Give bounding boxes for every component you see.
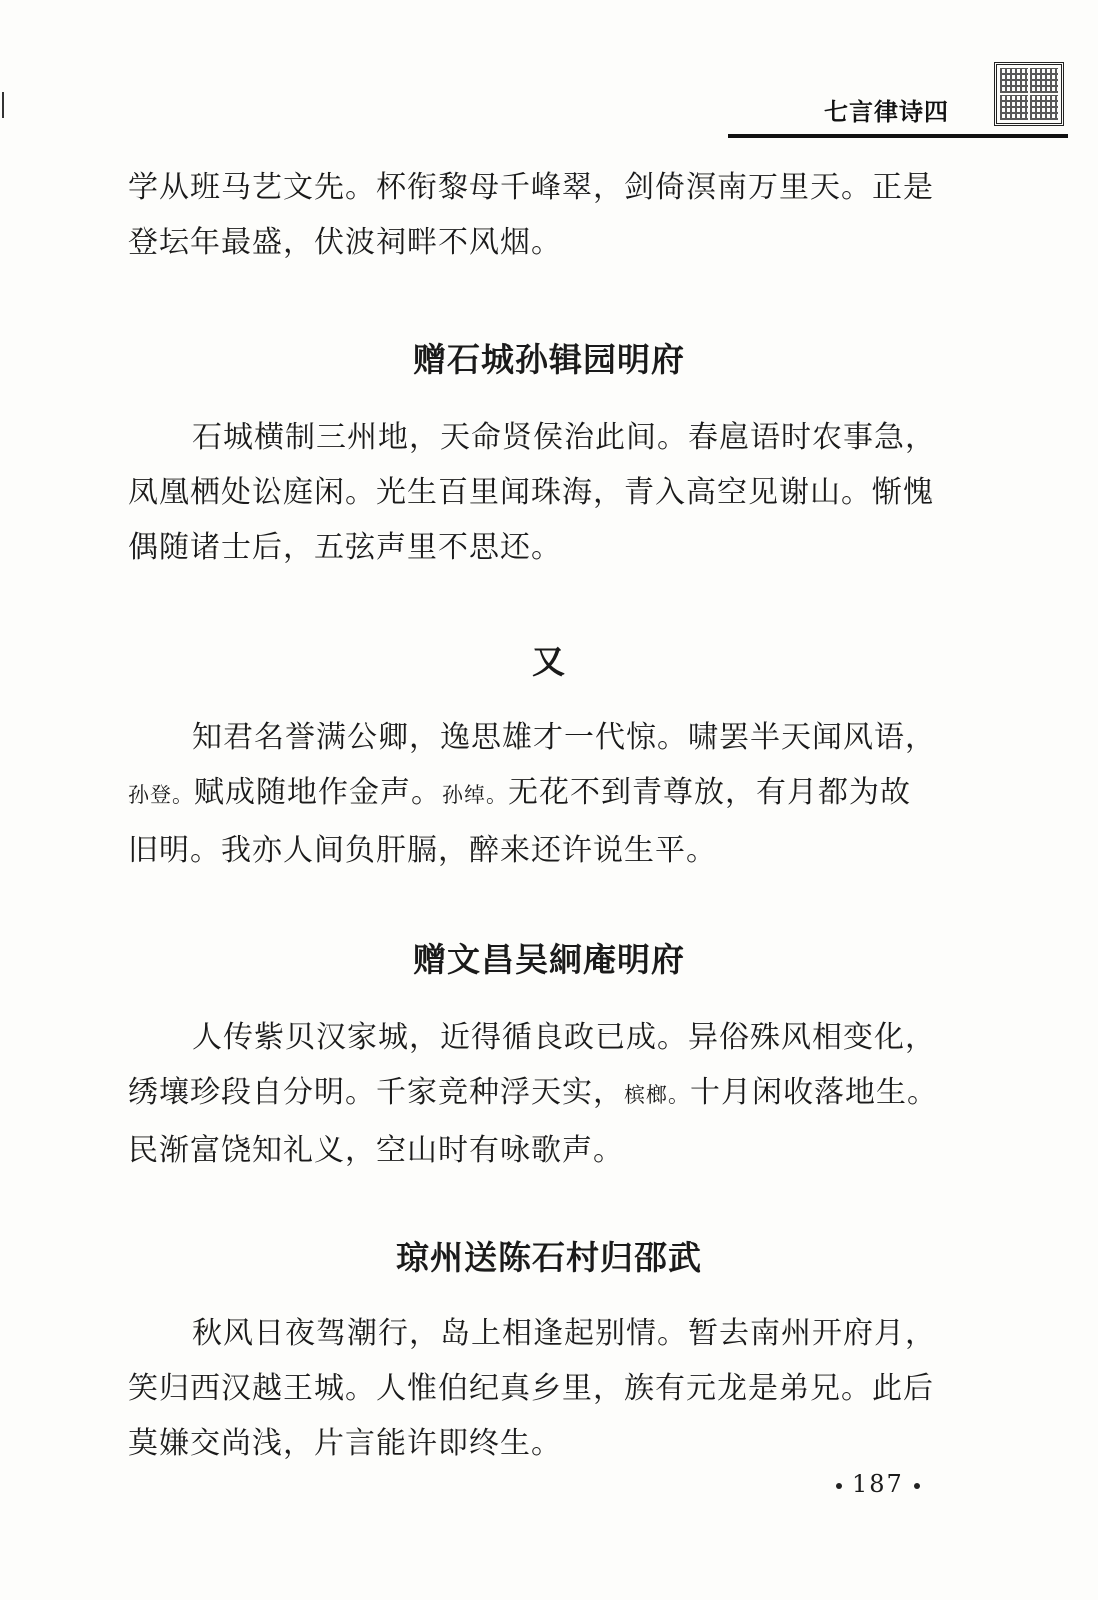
running-head: 七言律诗四 <box>824 98 949 126</box>
bullet-icon <box>836 1483 842 1489</box>
poem-line: 无花不到青尊放，有月都为故 <box>508 775 911 810</box>
poem-line: 石城横制三州地，天命贤侯治此间。春扈语时农事急， <box>192 420 936 455</box>
poem-line: 人传紫贝汉家城，近得循良政已成。异俗殊风相变化， <box>192 1020 936 1055</box>
page-number <box>826 1470 930 1498</box>
poem-line: 十月闲收落地生。 <box>690 1075 938 1110</box>
poem-line: 学从班马艺文先。杯衔黎母千峰翠，剑倚溟南万里天。正是 <box>128 170 934 205</box>
poem-line: 凤凰栖处讼庭闲。光生百里闻珠海，青入高空见谢山。惭愧 <box>128 475 934 510</box>
poem-title: 又 <box>532 642 566 681</box>
bullet-icon <box>914 1483 920 1489</box>
seal-icon <box>994 62 1064 126</box>
poem-title: 赠文昌吴絅庵明府 <box>413 940 685 979</box>
poem-line: 秋风日夜驾潮行，岛上相逢起别情。暂去南州开府月， <box>192 1316 936 1351</box>
annotation: 孙绰。 <box>442 783 508 807</box>
continued-poem-text <box>128 160 964 270</box>
header-rule <box>728 134 1068 138</box>
poem-line: 笑归西汉越王城。人惟伯纪真乡里，族有元龙是弟兄。此后 <box>128 1371 934 1406</box>
poem-text <box>128 1306 964 1471</box>
poem-line: 知君名誉满公卿，逸思雄才一代惊。啸罢半天闻风语， <box>192 720 936 755</box>
poem-text <box>128 410 964 575</box>
poem-title: 赠石城孙辑园明府 <box>413 340 685 379</box>
annotation: 孙登。 <box>128 783 194 807</box>
page-number-text: 187 <box>852 1470 904 1498</box>
poem-line: 莫嫌交尚浅，片言能许即终生。 <box>128 1426 562 1461</box>
scan-edge-mark <box>2 92 4 118</box>
annotation: 槟榔。 <box>624 1083 690 1107</box>
poem-text <box>128 1010 964 1178</box>
poem-line: 偶随诸士后，五弦声里不思还。 <box>128 530 562 565</box>
poem-text <box>128 710 964 878</box>
poem-line: 登坛年最盛，伏波祠畔不风烟。 <box>128 225 562 260</box>
poem-line: 赋成随地作金声。 <box>194 775 442 810</box>
poem-line: 绣壤珍段自分明。千家竞种浮天实， <box>128 1075 624 1110</box>
poem-title: 琼州送陈石村归邵武 <box>396 1238 702 1277</box>
poem-line: 民渐富饶知礼义，空山时有咏歌声。 <box>128 1133 624 1168</box>
poem-line: 旧明。我亦人间负肝膈，醉来还许说生平。 <box>128 833 717 868</box>
